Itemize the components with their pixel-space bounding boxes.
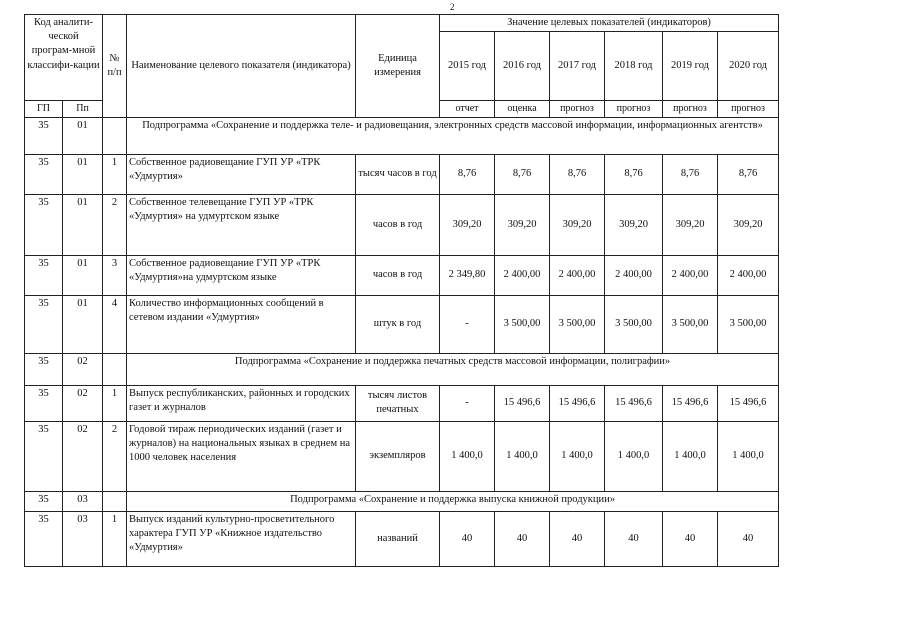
cell-value: 3 500,00	[495, 295, 550, 353]
cell-value: 2 349,80	[440, 255, 495, 295]
cell-value: 40	[663, 511, 718, 566]
cell-value: 8,76	[605, 154, 663, 194]
cell-value: 2 400,00	[605, 255, 663, 295]
cell-name: Выпуск республиканских, районных и городских газет и журналов	[127, 385, 356, 421]
header-year: 2017 год	[550, 32, 605, 101]
header-unit: Единица измерения	[356, 15, 440, 118]
cell-num: 1	[103, 385, 127, 421]
cell-value: 8,76	[550, 154, 605, 194]
subprogram-row	[25, 117, 779, 154]
header-year: 2016 год	[495, 32, 550, 101]
cell-gp: 35	[25, 255, 63, 295]
cell-value: 40	[440, 511, 495, 566]
indicators-table	[24, 14, 779, 567]
cell-value: 309,20	[550, 194, 605, 255]
cell-pp: 01	[63, 255, 103, 295]
table-row	[25, 154, 779, 194]
cell-pp: 01	[63, 117, 103, 154]
cell-value: 8,76	[440, 154, 495, 194]
table-row	[25, 385, 779, 421]
cell-pp: 02	[63, 421, 103, 491]
cell-gp: 35	[25, 154, 63, 194]
cell-value: 2 400,00	[550, 255, 605, 295]
cell-value: 1 400,0	[495, 421, 550, 491]
header-year: 2018 год	[605, 32, 663, 101]
cell-name: Собственное телевещание ГУП УР «ТРК «Удмуртия» на удмуртском языке	[127, 194, 356, 255]
cell-num: 4	[103, 295, 127, 353]
cell-num: 3	[103, 255, 127, 295]
subprogram-title: Подпрограмма «Сохранение и поддержка печатных средств массовой информации, полиграфии»	[127, 353, 779, 385]
cell-name: Собственное радиовещание ГУП УР «ТРК «Удмуртия»	[127, 154, 356, 194]
cell-gp: 35	[25, 117, 63, 154]
cell-value: -	[440, 295, 495, 353]
cell-value: 1 400,0	[550, 421, 605, 491]
cell-value: 15 496,6	[550, 385, 605, 421]
cell-gp: 35	[25, 353, 63, 385]
cell-gp: 35	[25, 385, 63, 421]
header-status: прогноз	[605, 101, 663, 118]
table-row	[25, 194, 779, 255]
subprogram-row	[25, 491, 779, 511]
cell-unit: тысяч часов в год	[356, 154, 440, 194]
header-pp: Пп	[63, 101, 103, 118]
cell-value: 309,20	[440, 194, 495, 255]
header-status: оценка	[495, 101, 550, 118]
header-code-group: Код аналити-ческой програм-мной классифи-кации	[25, 15, 103, 101]
subprogram-title: Подпрограмма «Сохранение и поддержка выпуска книжной продукции»	[127, 491, 779, 511]
cell-value: 3 500,00	[605, 295, 663, 353]
table-row	[25, 255, 779, 295]
cell-gp: 35	[25, 194, 63, 255]
cell-pp: 03	[63, 511, 103, 566]
cell-value: 3 500,00	[718, 295, 779, 353]
cell-num: 2	[103, 421, 127, 491]
table-row	[25, 421, 779, 491]
cell-gp: 35	[25, 421, 63, 491]
cell-name: Годовой тираж периодических изданий (газет и журналов) на национальных языках в среднем на 1000 человек населения	[127, 421, 356, 491]
page-number: 2	[450, 2, 455, 12]
header-status: прогноз	[663, 101, 718, 118]
subprogram-title: Подпрограмма «Сохранение и поддержка теле- и радиовещания, электронных средств массовой информации, информационных агентств»	[127, 117, 779, 154]
cell-value: 1 400,0	[605, 421, 663, 491]
header-name: Наименование целевого показателя (индикатора)	[127, 15, 356, 118]
subprogram-row	[25, 353, 779, 385]
cell-pp: 01	[63, 154, 103, 194]
cell-gp: 35	[25, 491, 63, 511]
cell-value: 3 500,00	[663, 295, 718, 353]
header-values-group: Значение целевых показателей (индикаторов)	[440, 15, 779, 32]
cell-value: 15 496,6	[718, 385, 779, 421]
cell-num: 1	[103, 511, 127, 566]
cell-unit: экземпляров	[356, 421, 440, 491]
cell-value: 309,20	[718, 194, 779, 255]
table-row	[25, 295, 779, 353]
cell-pp: 03	[63, 491, 103, 511]
cell-value: 2 400,00	[663, 255, 718, 295]
cell-value: 8,76	[718, 154, 779, 194]
header-year: 2019 год	[663, 32, 718, 101]
cell-value: 15 496,6	[605, 385, 663, 421]
cell-value: -	[440, 385, 495, 421]
cell-pp: 01	[63, 194, 103, 255]
cell-value: 1 400,0	[718, 421, 779, 491]
cell-value: 40	[605, 511, 663, 566]
cell-value: 3 500,00	[550, 295, 605, 353]
cell-gp: 35	[25, 295, 63, 353]
cell-value: 1 400,0	[663, 421, 718, 491]
table-row	[25, 511, 779, 566]
cell-value: 2 400,00	[495, 255, 550, 295]
cell-num: 2	[103, 194, 127, 255]
cell-unit: тысяч листов печатных	[356, 385, 440, 421]
header-status: прогноз	[550, 101, 605, 118]
header-status: прогноз	[718, 101, 779, 118]
cell-pp: 02	[63, 353, 103, 385]
cell-value: 309,20	[605, 194, 663, 255]
cell-value: 2 400,00	[718, 255, 779, 295]
cell-value: 8,76	[663, 154, 718, 194]
header-year: 2015 год	[440, 32, 495, 101]
cell-unit: названий	[356, 511, 440, 566]
cell-num: 1	[103, 154, 127, 194]
cell-unit: часов в год	[356, 194, 440, 255]
cell-value: 40	[550, 511, 605, 566]
cell-value: 40	[718, 511, 779, 566]
header-year: 2020 год	[718, 32, 779, 101]
cell-name: Количество информационных сообщений в сетевом издании «Удмуртия»	[127, 295, 356, 353]
cell-gp: 35	[25, 511, 63, 566]
cell-name: Выпуск изданий культурно-просветительного характера ГУП УР «Книжное издательство «Удмуртия»	[127, 511, 356, 566]
header-num: № п/п	[103, 15, 127, 118]
cell-value: 309,20	[663, 194, 718, 255]
cell-value: 8,76	[495, 154, 550, 194]
cell-pp: 01	[63, 295, 103, 353]
cell-pp: 02	[63, 385, 103, 421]
cell-name: Собственное радиовещание ГУП УР «ТРК «Удмуртия»на удмуртском языке	[127, 255, 356, 295]
cell-value: 309,20	[495, 194, 550, 255]
cell-value: 15 496,6	[495, 385, 550, 421]
cell-value: 40	[495, 511, 550, 566]
cell-value: 15 496,6	[663, 385, 718, 421]
header-status: отчет	[440, 101, 495, 118]
cell-unit: штук в год	[356, 295, 440, 353]
header-gp: ГП	[25, 101, 63, 118]
cell-unit: часов в год	[356, 255, 440, 295]
cell-value: 1 400,0	[440, 421, 495, 491]
